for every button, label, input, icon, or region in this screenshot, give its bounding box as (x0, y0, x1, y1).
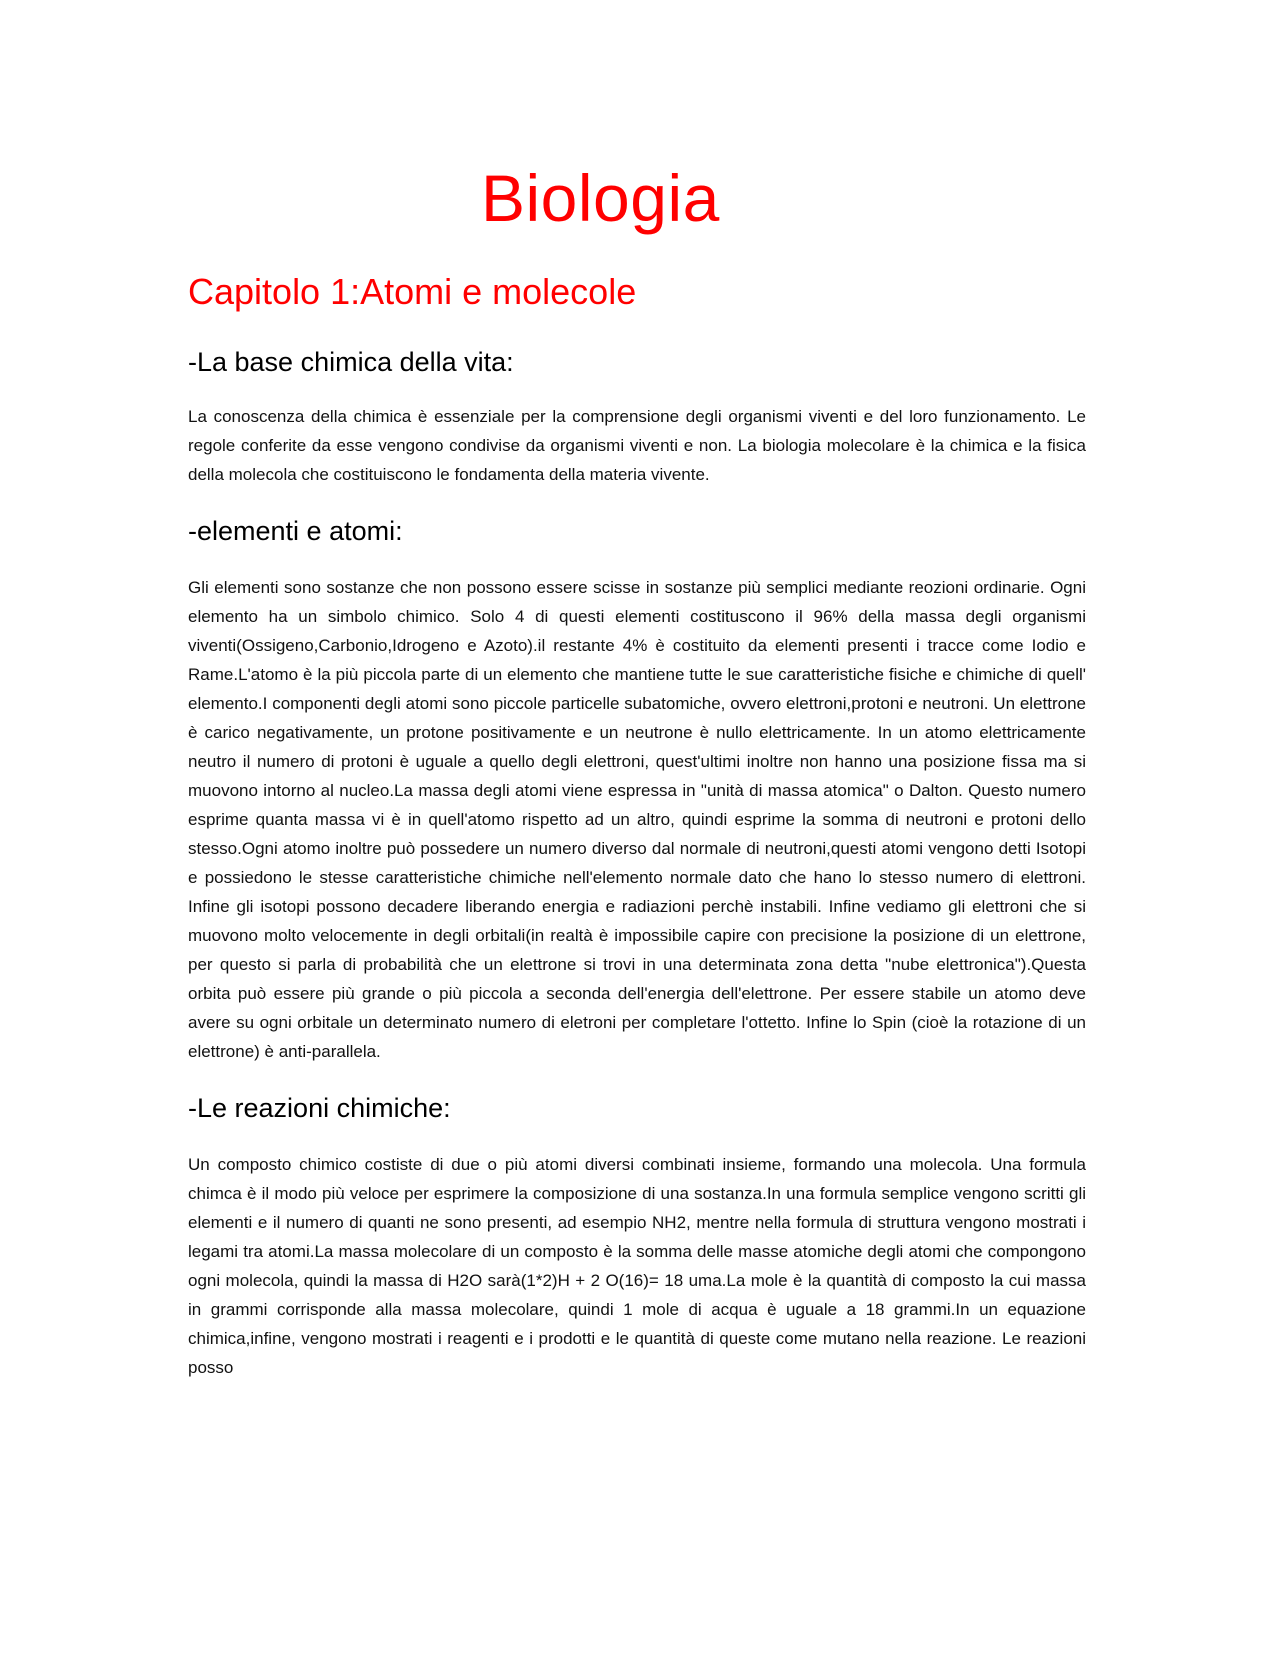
section-heading-elementi-atomi: -elementi e atomi: (188, 516, 403, 546)
section-body-elementi-atomi: Gli elementi sono sostanze che non possono essere scisse in sostanze più semplici mediante reozioni ordinarie. Ogni elemento ha un simbolo chimico. Solo 4 di questi elementi costituscono il 96% della massa degli organismi viventi(Ossigeno,Carbonio,Idrogeno e Azoto).il restante 4% è costituito da elementi presenti i tracce come Iodio e Rame.L'atomo è la più piccola parte di un elemento che mantiene tutte le sue caratteristiche fisiche e chimiche di quell' elemento.I componenti degli atomi sono piccole particelle subatomiche, ovvero elettroni,protoni e neutroni. Un elettrone è carico negativamente, un protone positivamente e un neutrone è nullo elettricamente. In un atomo elettricamente neutro il numero di protoni è uguale a quello degli elettroni, quest'ultimi inoltre non hanno una posizione fissa ma si muovono intorno al nucleo.La massa degli atomi viene espressa in "unità di massa atomica" o Dalton. Questo numero esprime quanta massa vi è in quell'atomo rispetto ad un altro, quindi esprime la somma di neutroni e protoni dello stesso.Ogni atomo inoltre può possedere un numero diverso dal normale di neutroni,questi atomi vengono detti Isotopi e possiedono le stesse caratteristiche chimiche nell'elemento normale dato che hano lo stesso numero di elettroni. Infine gli isotopi possono decadere liberando energia e radiazioni perchè instabili. Infine vediamo gli elettroni che si muovono molto velocemente in degli orbitali(in realtà è impossibile capire con precisione la posizione di un elettrone, per questo si parla di probabilità che un elettrone si trovi in una determinata zona detta "nube elettronica").Questa orbita può essere più grande o più piccola a seconda dell'energia dell'elettrone. Per essere stabile un atomo deve avere su ogni orbitale un determinato numero di eletroni per completare l'ottetto. Infine lo Spin (cioè la rotazione di un elettrone) è anti-parallela. (188, 578, 1086, 1061)
section-body-base-chimica: La conoscenza della chimica è essenziale per la comprensione degli organismi viventi e del loro funzionamento. Le regole conferite da esse vengono condivise da organismi viventi e non. La biologia molecolare è la chimica e la fisica della molecola che costituiscono le fondamenta della materia vivente. (188, 407, 1086, 484)
chapter-title: Capitolo 1:Atomi e molecole (188, 271, 637, 312)
section-heading-base-chimica: -La base chimica della vita: (188, 347, 514, 377)
section-body-reazioni-chimiche: Un composto chimico costiste di due o più atomi diversi combinati insieme, formando una molecola. Una formula chimca è il modo più veloce per esprimere la composizione di una sostanza.In una formula semplice vengono scritti gli elementi e il numero di quanti ne sono presenti, ad esempio NH2, mentre nella formula di struttura vengono mostrati i legami tra atomi.La massa molecolare di un composto è la somma delle masse atomiche degli atomi che compongono ogni molecola, quindi la massa di H2O sarà(1*2)H + 2 O(16)= 18 uma.La mole è la quantità di composto la cui massa in grammi corrisponde alla massa molecolare, quindi 1 mole di acqua è uguale a 18 grammi.In un equazione chimica,infine, vengono mostrati i reagenti e i prodotti e le quantità di queste come mutano nella reazione. Le reazioni posso (188, 1155, 1086, 1377)
section-heading-reazioni-chimiche: -Le reazioni chimiche: (188, 1093, 451, 1123)
document-content (188, 150, 1086, 1382)
document-title: Biologia (481, 161, 720, 235)
